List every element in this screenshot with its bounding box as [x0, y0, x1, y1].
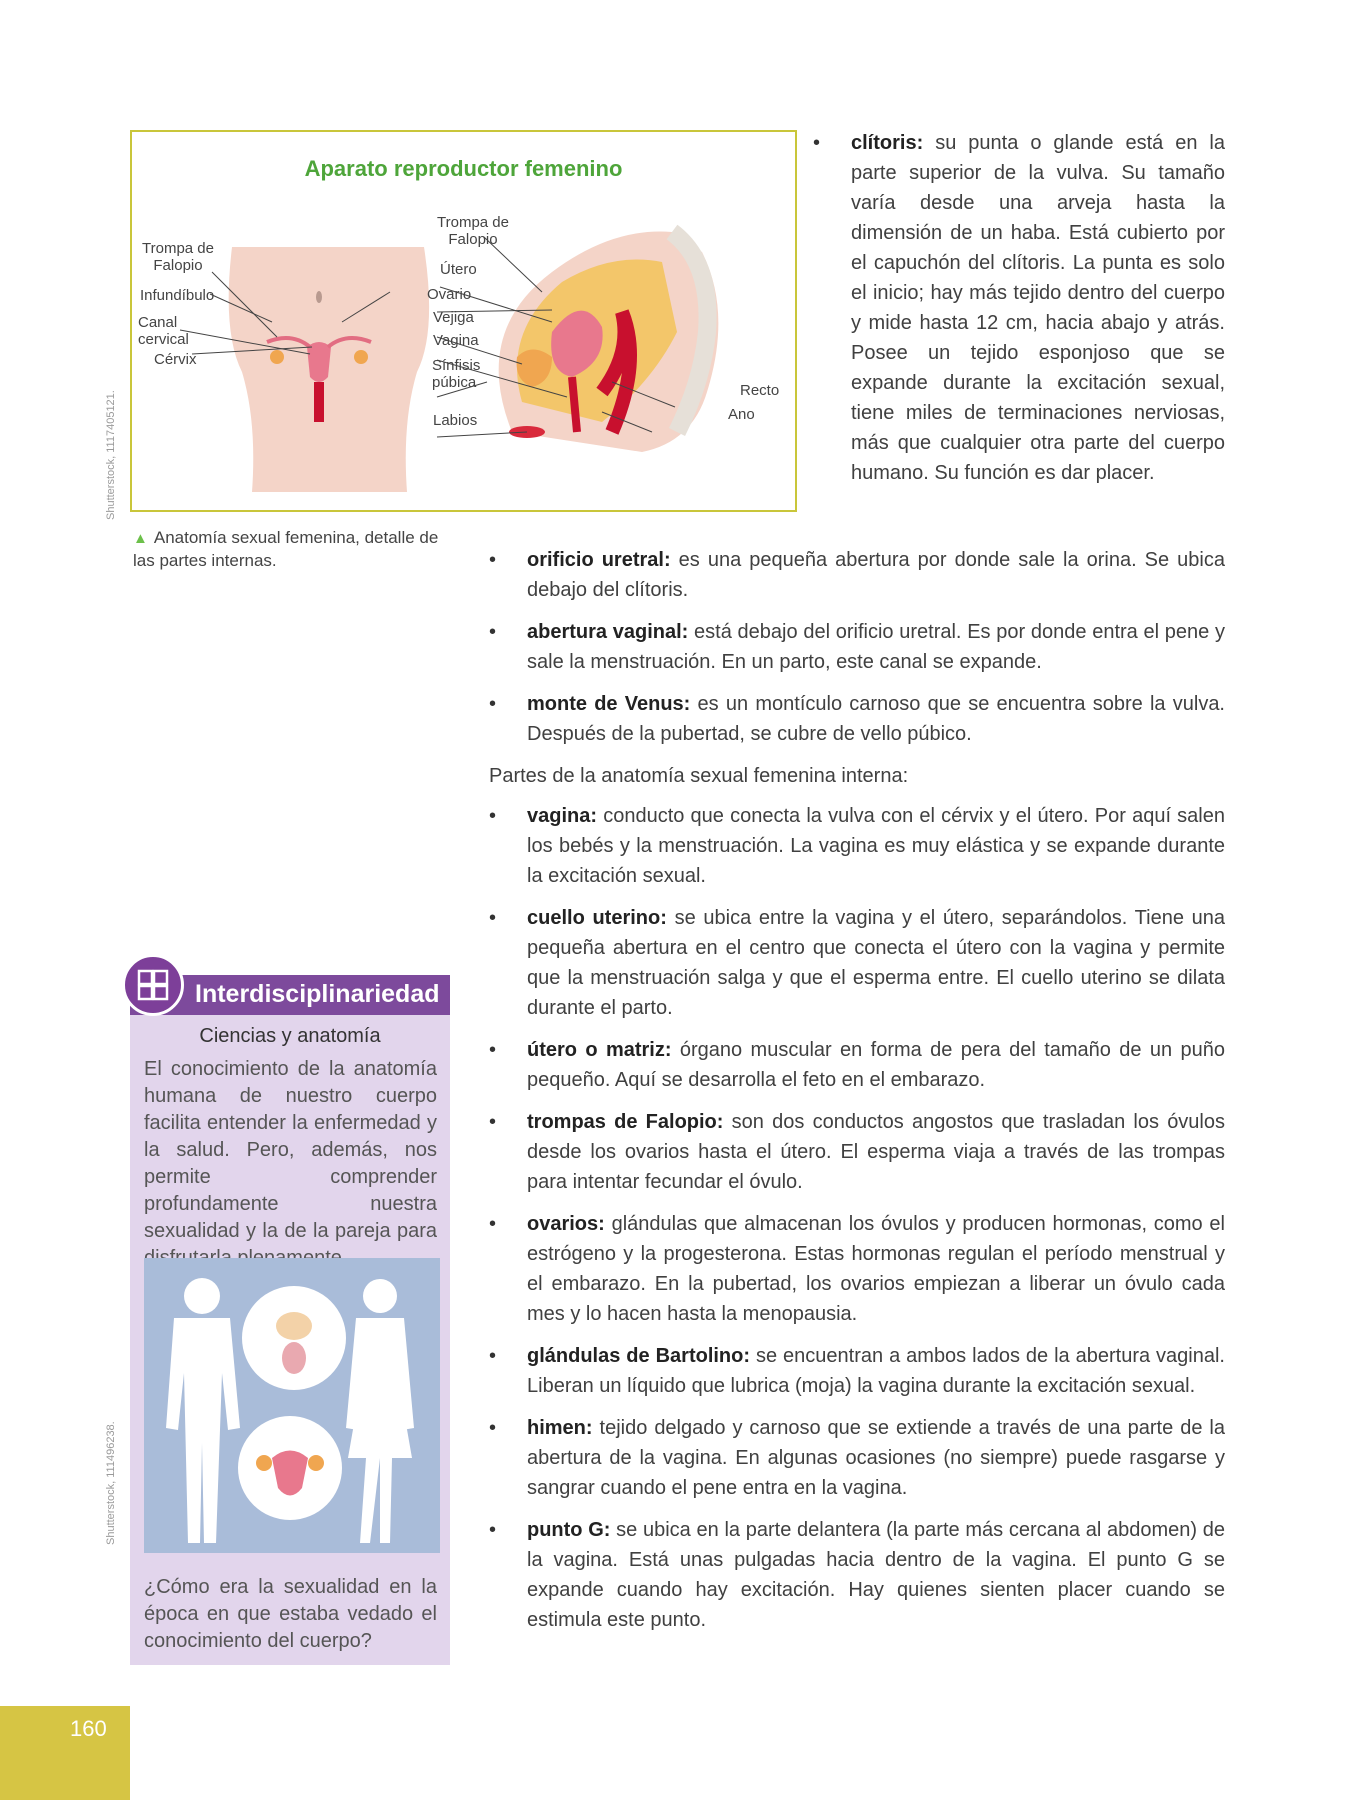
- bullet-monte: • monte de Venus: es un montículo carnoso que se encuentra sobre la vulva. Después de la pubertad, se cubre de vello púbico.: [489, 689, 1225, 749]
- image-credit-2: Shutterstock, 111496238.: [105, 1421, 117, 1545]
- bladder-icon: [276, 1312, 312, 1340]
- testes-icon: [282, 1342, 306, 1374]
- label-infundibulo: Infundíbulo: [140, 287, 215, 304]
- puzzle-icon: [122, 954, 184, 1016]
- figure-caption: ▲ Anatomía sexual femenina, detalle de las partes internas.: [133, 528, 439, 570]
- bullet-punto-g: • punto G: se ubica en la parte delantera (la parte más cercana al abdomen) de la vagina. Está unas pulgadas hacia dentro de la vagina. El punto G se expande cuando hay excitación. Hay quienes sienten placer cuando se estimula este punto.: [489, 1515, 1225, 1635]
- bullet-cuello: • cuello uterino: se ubica entre la vagina y el útero, separándolos. Tiene una pequeña abertura en el centro que conecta el útero con la vagina y permite que la menstruación salga y que el esperma entre. El cuello uterino se dilata durante el parto.: [489, 903, 1225, 1023]
- female-body: [346, 1318, 414, 1543]
- anatomy-figure: [130, 130, 797, 512]
- label-utero: Útero: [440, 261, 477, 278]
- bullet-utero: • útero o matriz: órgano muscular en forma de pera del tamaño de un puño pequeño. Aquí se desarrolla el feto en el embarazo.: [489, 1035, 1225, 1095]
- vagina-front: [314, 382, 324, 422]
- label-labios: Labios: [433, 412, 478, 429]
- label-ovario: Ovario: [427, 286, 472, 303]
- vagina-side: [572, 377, 577, 432]
- front-body: [229, 247, 429, 492]
- bullet-clitoris: • clítoris: su punta o glande está en la parte superior de la vulva. Su tamaño varía desde una arveja hasta la dimensión de un haba. Está cubierto por el capuchón del clítoris. La punta es solo el inicio; hay más tejido dentro del cuerpo y mide hasta 12 cm, hacia abajo y atrás. Posee un tejido esponjoso que se expande durante la excitación sexual, tiene miles de terminaciones nerviosas, más que cualquier otra parte del cuerpo humano. Su función es dar placer.: [813, 128, 1225, 488]
- navel: [316, 291, 322, 303]
- interdisciplinary-subtitle: Ciencias y anatomía: [199, 1025, 381, 1047]
- male-head: [184, 1278, 220, 1314]
- image-credit: Shutterstock, 1117405121.: [105, 390, 117, 520]
- label-trompa-side: Trompa de Falopio: [437, 214, 509, 248]
- label-sinfisis: Sínfisis púbica: [432, 357, 481, 391]
- interdisciplinary-title: Interdisciplinariedad: [195, 980, 440, 1008]
- bullet-trompas: • trompas de Falopio: son dos conductos angostos que trasladan los óvulos desde los ovarios hasta el útero. El esperma viaja a través de las trompas para intentar fecundar el óvulo.: [489, 1107, 1225, 1197]
- female-head: [363, 1279, 397, 1313]
- label-trompa-front: Trompa de Falopio: [142, 240, 214, 274]
- uterus-front: [307, 342, 331, 382]
- interdisciplinary-text: El conocimiento de la anatomía humana de nuestro cuerpo facilita entender la enfermedad y la salud. Pero, además, nos permite comprender profundamente nuestra sexualidad y la de la pareja para: [144, 1058, 437, 1242]
- bullet-abertura: • abertura vaginal: está debajo del orificio uretral. Es por donde entra el pene y sale la menstruación. En un parto, este canal se expande.: [489, 617, 1225, 677]
- clitoris-entry: [813, 128, 1225, 488]
- label-vagina: Vagina: [433, 332, 479, 349]
- bullet-orificio: • orificio uretral: es una pequeña abertura por donde sale la orina. Se ubica debajo del clítoris.: [489, 545, 1225, 605]
- ovary-left: [270, 350, 284, 364]
- page-number-bar: [0, 1706, 130, 1800]
- figure-title: Aparato reproductor femenino: [304, 156, 623, 181]
- ovary-icon-left: [256, 1455, 272, 1471]
- caption-triangle-icon: ▲: [133, 530, 148, 547]
- body-silhouettes-image: [144, 1258, 440, 1553]
- main-text: [489, 545, 1225, 1635]
- bullet-himen: • himen: tejido delgado y carnoso que se extiende a través de una parte de la abertura de la vagina. En algunas ocasiones (no siempre) puede rasgarse y sangrar cuando el pene entra en la vagina.: [489, 1413, 1225, 1503]
- label-canal-cervical: Canal cervical: [138, 314, 189, 348]
- bullet-ovarios: • ovarios: glándulas que almacenan los óvulos y producen hormonas, como el estrógeno y la progesterona. Estas hormonas regulan el período menstrual y el embarazo. En la pubertad, los ovarios empiezan a liberar un óvulo cada mes y lo hacen hasta la menopausia.: [489, 1209, 1225, 1329]
- label-recto: Recto: [740, 382, 780, 399]
- male-body: [166, 1318, 240, 1543]
- label-cervix: Cérvix: [154, 351, 197, 368]
- bullet-bartolino: • glándulas de Bartolino: se encuentran a ambos lados de la abertura vaginal. Liberan un líquido que lubrica (moja) la vagina durante la excitación sexual.: [489, 1341, 1225, 1401]
- bullet-vagina: • vagina: conducto que conecta la vulva con el cérvix y el útero. Por aquí salen los bebés y la menstruación. La vagina es muy elástica y se expande durante la excitación sexual.: [489, 801, 1225, 891]
- ovary-right: [354, 350, 368, 364]
- internal-intro: Partes de la anatomía sexual femenina interna:: [489, 765, 909, 787]
- ovary-icon-right: [308, 1455, 324, 1471]
- interdisciplinary-question: ¿Cómo era la sexualidad en la época en que estaba vedado el conocimiento del cuerpo?: [144, 1576, 437, 1652]
- page-number: 160: [70, 1716, 107, 1741]
- label-ano: Ano: [728, 406, 755, 423]
- label-vejiga: Vejiga: [433, 309, 474, 326]
